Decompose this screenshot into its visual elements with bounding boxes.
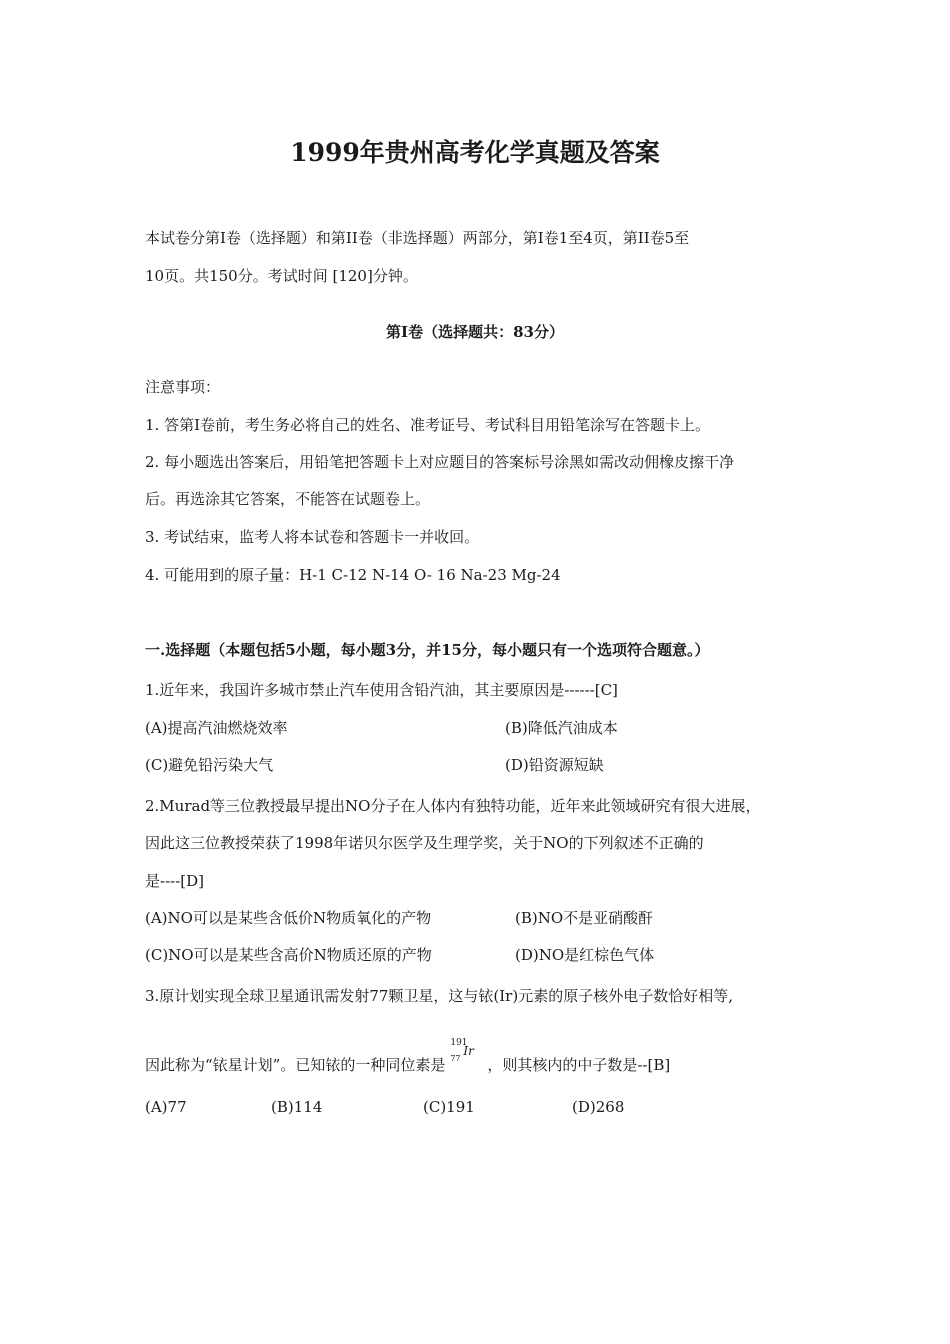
note-item-1: 1. 答第Ⅰ卷前，考生务必将自己的姓名、准考证号、考试科目用铅笔涂写在答题卡上。: [145, 416, 711, 434]
q2-option-d: (D)NO是红棕色气体: [515, 946, 655, 964]
q3-stem-2-text-a: 因此称为“铱星计划”。已知铱的一种同位素是: [145, 1056, 446, 1074]
page-title: 1999年贵州高考化学真题及答案: [290, 138, 660, 167]
q1-option-c: (C)避免铅污染大气: [145, 756, 274, 774]
q3-stem-1: 3.原计划实现全球卫星通讯需发射77颗卫星，这与铱(Ir)元素的原子核外电子数恰好相等,: [145, 987, 733, 1005]
q2-stem-1: 2.Murad等三位教授最早提出NO分子在人体内有独特功能，近年来此领域研究有很大进展，: [145, 797, 761, 815]
q3-stem-2-text-b: ，则其核内的中子数是--[B]: [487, 1056, 671, 1074]
notes-heading: 注意事项：: [145, 378, 221, 396]
q2-option-c: (C)NO可以是某些含高价N物质还原的产物: [145, 946, 432, 964]
q3-option-c: (C)191: [423, 1098, 475, 1116]
q1-option-a: (A)提高汽油燃烧效率: [145, 719, 288, 737]
isotope-mass-number: 191: [450, 1038, 468, 1048]
iridium-isotope-symbol: [447, 1038, 485, 1076]
isotope-element-symbol: Ir: [463, 1044, 474, 1058]
q2-stem-2: 因此这三位教授荣获了1998年诺贝尔医学及生理学奖，关于NO的下列叙述不正确的: [145, 834, 704, 852]
note-item-2-cont: 后。再选涂其它答案，不能答在试题卷上。: [145, 490, 431, 508]
note-item-2: 2. 每小题选出答案后，用铅笔把答题卡上对应题目的答案标号涂黑如需改动佣橡皮擦干净: [145, 453, 735, 471]
intro-line-1: 本试卷分第Ⅰ卷（选择题）和第II卷（非选择题）两部分，第Ⅰ卷1至4页，第II卷5至: [145, 229, 690, 247]
section-heading: 第Ⅰ卷（选择题共：83分）: [386, 323, 564, 341]
q3-option-a: (A)77: [145, 1098, 187, 1116]
q1-option-d: (D)铅资源短缺: [505, 756, 604, 774]
intro-line-2: 10页。共150分。考试时间 [120]分钟。: [145, 267, 418, 285]
q2-stem-3: 是----[D]: [145, 872, 205, 890]
note-item-4: 4. 可能用到的原子量：H-1 C-12 N-14 O- 16 Na-23 Mg-24: [145, 566, 561, 584]
isotope-atomic-number: 77: [450, 1054, 461, 1063]
q2-option-a: (A)NO可以是某些含低价N物质氧化的产物: [145, 909, 432, 927]
q1-stem: 1.近年来，我国许多城市禁止汽车使用含铅汽油，其主要原因是------[C]: [145, 681, 618, 699]
note-item-3: 3. 考试结束，监考人将本试卷和答题卡一并收回。: [145, 528, 480, 546]
q3-option-d: (D)268: [572, 1098, 625, 1116]
q1-option-b: (B)降低汽油成本: [505, 719, 618, 737]
part1-heading: 一.选择题（本题包括5小题，每小题3分，并15分，每小题只有一个选项符合题意。）: [145, 641, 710, 659]
q2-option-b: (B)NO不是亚硝酸酐: [515, 909, 654, 927]
q3-stem-2: [145, 1038, 671, 1076]
q3-option-b: (B)114: [271, 1098, 323, 1116]
